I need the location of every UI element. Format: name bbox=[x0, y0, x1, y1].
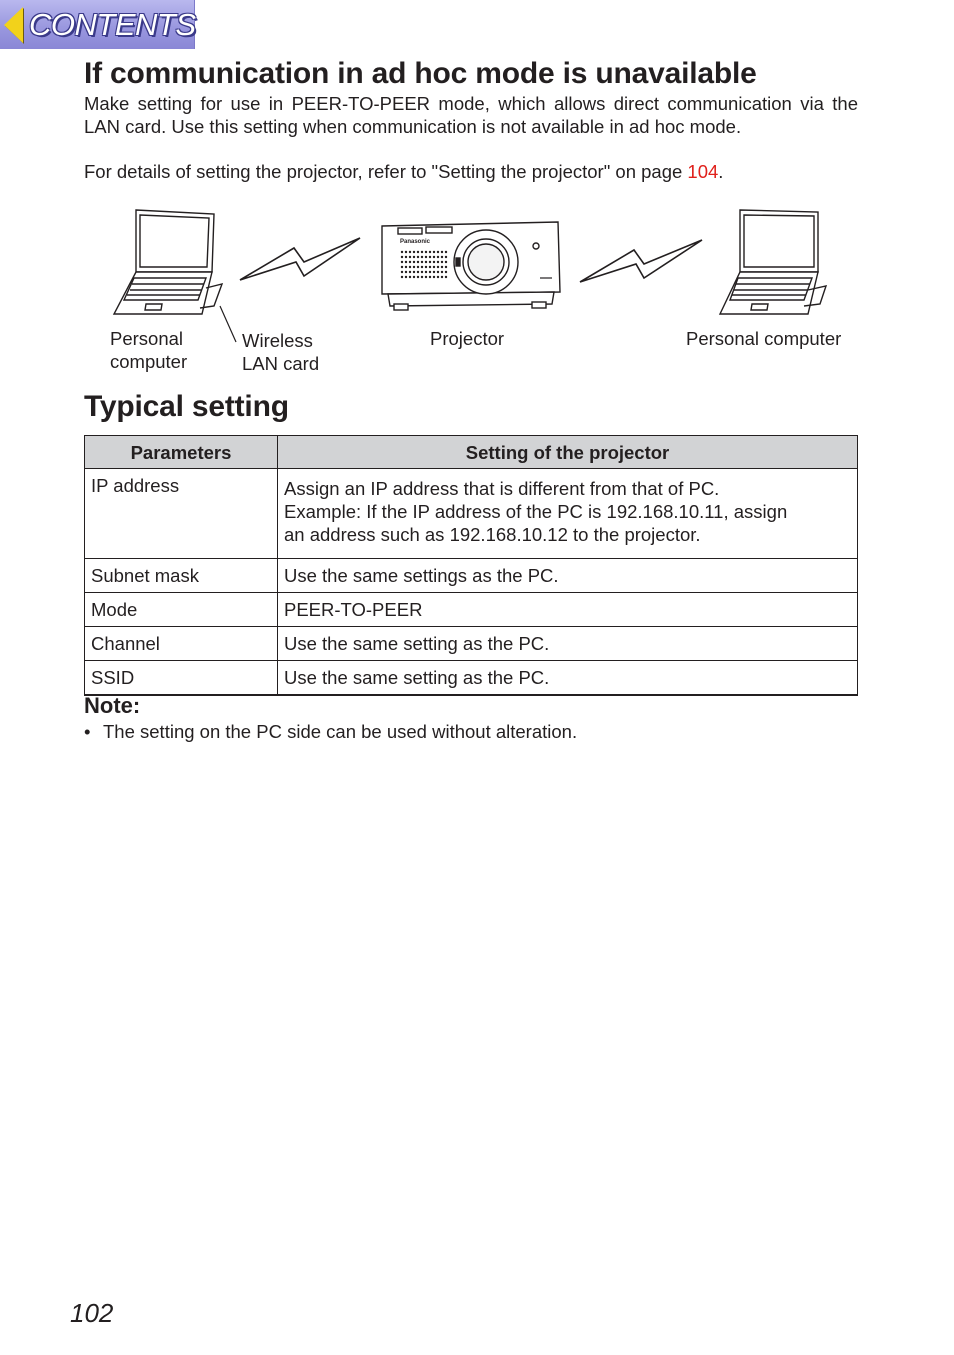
grille-dot bbox=[445, 276, 447, 278]
grille-dot bbox=[437, 256, 439, 258]
param-cell: IP address bbox=[85, 469, 278, 559]
grille-dot bbox=[433, 271, 435, 273]
grille-dot bbox=[437, 271, 439, 273]
grille-dot bbox=[425, 266, 427, 268]
grille-dot bbox=[441, 271, 443, 273]
projector-icon bbox=[382, 222, 560, 310]
grille-dot bbox=[433, 276, 435, 278]
projector-brand: Panasonic bbox=[400, 239, 431, 245]
grille-dot bbox=[437, 276, 439, 278]
table-row bbox=[85, 627, 858, 661]
grille-dot bbox=[437, 266, 439, 268]
grille-dot bbox=[445, 256, 447, 258]
grille-dot bbox=[409, 261, 411, 263]
page-number: 102 bbox=[70, 1298, 114, 1328]
wireless-signal-left-icon bbox=[240, 238, 360, 280]
grille-dot bbox=[429, 266, 431, 268]
grille-dot bbox=[441, 266, 443, 268]
grille-dot bbox=[437, 251, 439, 253]
grille-dot bbox=[417, 271, 419, 273]
label-card-line2: LAN card bbox=[242, 353, 320, 374]
table-row bbox=[85, 559, 858, 593]
grille-dot bbox=[413, 256, 415, 258]
grille-dot bbox=[425, 261, 427, 263]
label-personal-computer-right: Personal computer bbox=[686, 328, 842, 349]
card-pointer-line bbox=[220, 306, 236, 342]
bullet: • bbox=[84, 721, 91, 742]
grille-dot bbox=[405, 266, 407, 268]
grille-dot bbox=[429, 261, 431, 263]
grille-dot bbox=[405, 271, 407, 273]
page-link-104[interactable]: 104 bbox=[687, 161, 719, 182]
table-row bbox=[85, 661, 858, 696]
param-cell: Channel bbox=[85, 627, 278, 661]
grille-dot bbox=[433, 256, 435, 258]
grille-dot bbox=[401, 251, 403, 253]
grille-dot bbox=[417, 276, 419, 278]
grille-dot bbox=[405, 251, 407, 253]
grille-dot bbox=[405, 256, 407, 258]
grille-dot bbox=[421, 271, 423, 273]
contents-label: CONTENTS bbox=[29, 6, 196, 42]
value-cell: Use the same settings as the PC. bbox=[278, 559, 858, 593]
grille-dot bbox=[417, 256, 419, 258]
grille-dot bbox=[421, 251, 423, 253]
laptop-right-icon bbox=[720, 210, 826, 314]
reference-period: . bbox=[718, 161, 724, 182]
grille-dot bbox=[405, 261, 407, 263]
reference-text: For details of setting the projector, refer to "Setting the projector" on page bbox=[84, 161, 688, 182]
grille-dot bbox=[425, 276, 427, 278]
section-title-typical-setting: Typical setting bbox=[84, 390, 289, 423]
grille-dot bbox=[445, 271, 447, 273]
grille-dot bbox=[445, 266, 447, 268]
intro-paragraph: Make setting for use in PEER-TO-PEER mode, which allows direct communication via the LAN card. Use this setting when communication is not available in ad hoc mode. bbox=[84, 93, 858, 137]
note-text: The setting on the PC side can be used without alteration. bbox=[103, 721, 578, 742]
grille-dot bbox=[441, 251, 443, 253]
grille-dot bbox=[413, 276, 415, 278]
grille-dot bbox=[441, 256, 443, 258]
label-personal-computer-left bbox=[110, 327, 187, 373]
value-line: Assign an IP address that is different from that of PC. bbox=[284, 478, 720, 499]
grille-dot bbox=[401, 266, 403, 268]
table-header-row bbox=[85, 436, 858, 469]
grille-dot bbox=[421, 256, 423, 258]
header-setting: Setting of the projector bbox=[278, 436, 858, 469]
grille-dot bbox=[417, 261, 419, 263]
table-row bbox=[85, 593, 858, 627]
value-line: an address such as 192.168.10.12 to the projector. bbox=[284, 524, 701, 545]
grille-dot bbox=[429, 251, 431, 253]
label-card-line1: Wireless bbox=[242, 330, 313, 351]
note-item bbox=[84, 720, 577, 743]
grille-dot bbox=[401, 261, 403, 263]
param-cell: Mode bbox=[85, 593, 278, 627]
grille-dot bbox=[409, 256, 411, 258]
grille-dot bbox=[401, 256, 403, 258]
grille-dot bbox=[413, 261, 415, 263]
grille-dot bbox=[409, 276, 411, 278]
grille-dot bbox=[429, 271, 431, 273]
connection-diagram bbox=[84, 200, 858, 380]
value-line: Example: If the IP address of the PC is 192.168.10.11, assign bbox=[284, 501, 788, 522]
grille-dot bbox=[421, 261, 423, 263]
table-row bbox=[85, 469, 858, 559]
label-wireless-lan-card bbox=[242, 329, 319, 375]
grille-dot bbox=[425, 256, 427, 258]
settings-table bbox=[84, 435, 858, 696]
grille-dot bbox=[405, 276, 407, 278]
grille-dot bbox=[421, 266, 423, 268]
param-cell: SSID bbox=[85, 661, 278, 696]
header-parameters: Parameters bbox=[85, 436, 278, 469]
note-heading: Note: bbox=[84, 693, 141, 718]
grille-dot bbox=[409, 266, 411, 268]
grille-dot bbox=[421, 276, 423, 278]
grille-dot bbox=[413, 251, 415, 253]
value-cell: Use the same setting as the PC. bbox=[278, 627, 858, 661]
grille-dot bbox=[441, 261, 443, 263]
param-cell: Subnet mask bbox=[85, 559, 278, 593]
grille-dot bbox=[429, 256, 431, 258]
grille-dot bbox=[413, 266, 415, 268]
value-cell: PEER-TO-PEER bbox=[278, 593, 858, 627]
grille-dot bbox=[445, 251, 447, 253]
grille-dot bbox=[441, 276, 443, 278]
section-title-adhoc: If communication in ad hoc mode is unavailable bbox=[84, 57, 757, 90]
value-cell: Use the same setting as the PC. bbox=[278, 661, 858, 696]
grille-dot bbox=[437, 261, 439, 263]
contents-button[interactable] bbox=[0, 0, 195, 49]
reference-sentence bbox=[84, 160, 723, 183]
grille-dot bbox=[433, 266, 435, 268]
diagram-illustration bbox=[84, 200, 858, 380]
grille-dot bbox=[433, 261, 435, 263]
label-pc-left-line1: Personal bbox=[110, 328, 184, 349]
grille-dot bbox=[425, 251, 427, 253]
grille-dot bbox=[433, 251, 435, 253]
grille-dot bbox=[401, 276, 403, 278]
back-arrow-icon bbox=[4, 7, 23, 43]
grille-dot bbox=[417, 251, 419, 253]
grille-dot bbox=[409, 251, 411, 253]
label-projector: Projector bbox=[430, 328, 505, 349]
grille-dot bbox=[429, 276, 431, 278]
grille-dot bbox=[401, 271, 403, 273]
grille-dot bbox=[417, 266, 419, 268]
wireless-signal-right-icon bbox=[580, 240, 702, 282]
grille-dot bbox=[445, 261, 447, 263]
label-pc-left-line2: computer bbox=[110, 351, 188, 372]
value-cell bbox=[278, 469, 858, 559]
grille-dot bbox=[425, 271, 427, 273]
grille-dot bbox=[409, 271, 411, 273]
grille-dot bbox=[413, 271, 415, 273]
laptop-left-icon bbox=[114, 210, 222, 314]
